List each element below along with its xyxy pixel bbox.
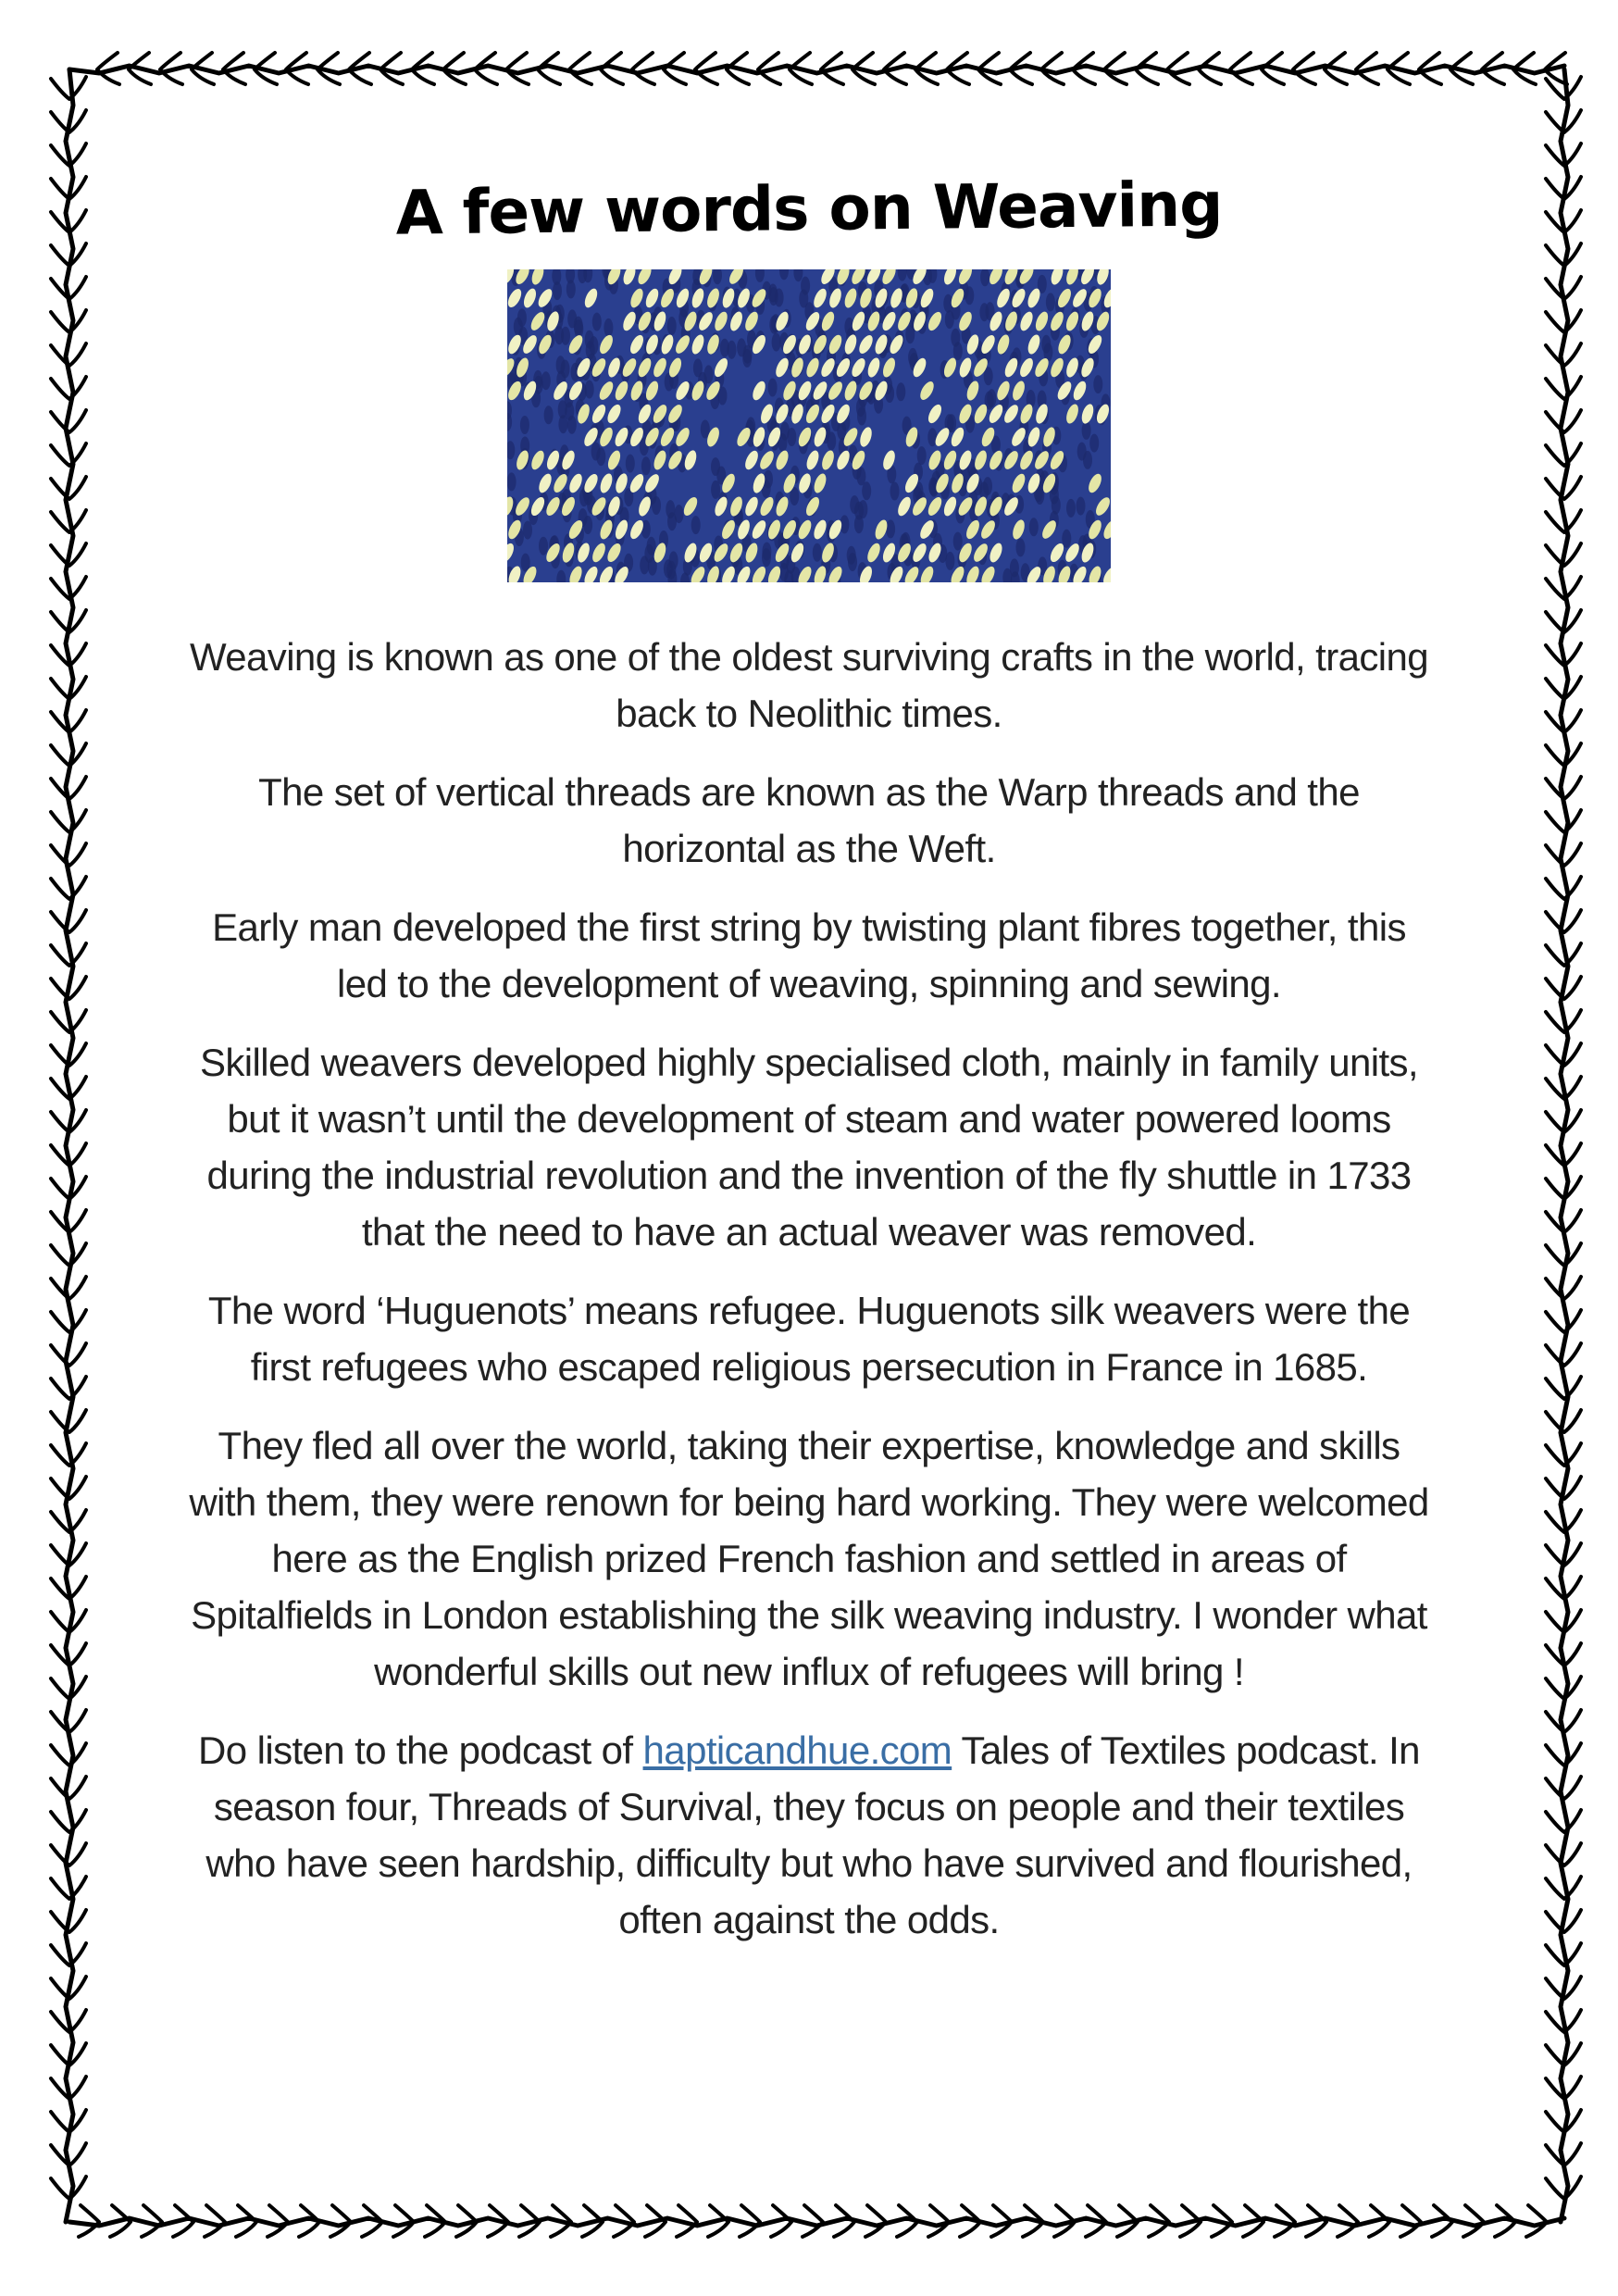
page-title: A few words on Weaving xyxy=(395,168,1223,249)
paragraph-early-man: Early man developed the first string by twisting plant fibres together, this led to the development of weaving, spinning and sewing. xyxy=(212,905,1406,1005)
paragraph-refugees: They fled all over the world, taking their expertise, knowledge and skills with them, they were renown for being hard working. They were welcomed here as the English prized French fashion and settled in areas of Spitalfields in London establishing the silk weaving industry. I wonder what wonderful skills out new influx of refugees will bring ! xyxy=(189,1423,1429,1693)
podcast-text-after: Tales of Textiles podcast. In season four, Threads of Survival, they focus on people and their textiles who have seen hardship, difficulty but who have survived and flourished, often against the odds. xyxy=(205,1728,1420,1941)
weave-image-container xyxy=(185,269,1433,582)
paragraph-warp-weft: The set of vertical threads are known as the Warp threads and the horizontal as the Weft. xyxy=(258,769,1360,870)
podcast-text-before: Do listen to the podcast of xyxy=(198,1728,643,1772)
paragraph-origins: Weaving is known as one of the oldest surviving crafts in the world, tracing back to Neolithic times. xyxy=(190,634,1428,735)
podcast-link[interactable]: hapticandhue.com xyxy=(642,1728,952,1772)
paragraph-podcast xyxy=(185,1722,1433,1948)
paragraph-huguenots: The word ‘Huguenots’ means refugee. Huguenots silk weavers were the first refugees who escaped religious persecution in France in 1685. xyxy=(207,1288,1411,1389)
page-content xyxy=(185,157,1433,1970)
paragraph-skilled-weavers: Skilled weavers developed highly specialised cloth, mainly in family units, but it wasn’t until the development of steam and water powered looms during the industrial revolution and the invention of the fly shuttle in 1733 that the need to have an actual weaver was removed. xyxy=(199,1040,1418,1254)
weave-fabric-image xyxy=(507,269,1111,582)
